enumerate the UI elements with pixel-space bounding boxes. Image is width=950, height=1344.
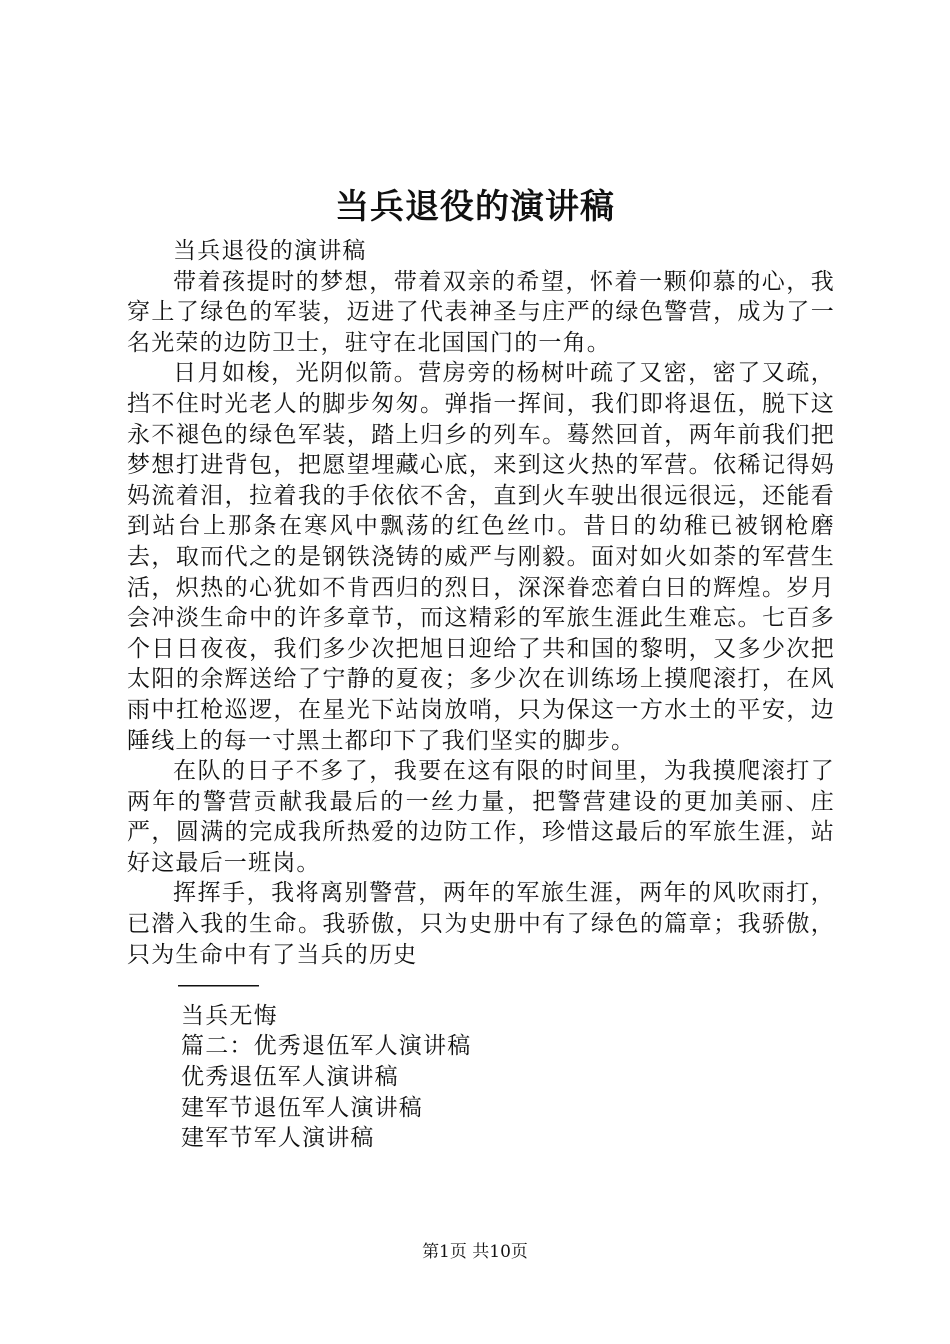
related-title: 优秀退伍军人演讲稿 bbox=[181, 1064, 399, 1091]
related-title: 篇二：优秀退伍军人演讲稿 bbox=[181, 1033, 472, 1060]
paragraph: 日月如梭，光阴似箭。营房旁的杨树叶疏了又密，密了又疏，挡不住时光老人的脚步匆匆。弹指一挥间，我们即将退伍，脱下这永不褪色的绿色军装，踏上归乡的列车。蓦然回首，两年前我们把梦想打进背包，把愿望埋藏心底，来到这火热的军营。依稀记得妈妈流着泪，拉着我的手依依不舍，直到火车驶出很远很远，还能看到站台上那条在寒风中飘荡的红色丝巾。昔日的幼稚已被钢枪磨去，取而代之的是钢铁浇铸的威严与刚毅。面对如火如荼的军营生活，炽热的心犹如不肯西归的烈日，深深眷恋着白日的辉煌。岁月会冲淡生命中的许多章节，而这精彩的军旅生涯此生难忘。七百多个日日夜夜，我们多少次把旭日迎给了共和国的黎明，又多少次把太阳的余辉送给了宁静的夏夜；多少次在训练场上摸爬滚打，在风雨中扛枪巡逻，在星光下站岗放哨，只为保这一方水土的平安，边陲线上的每一寸黑土都印下了我们坚实的脚步。 bbox=[127, 360, 835, 754]
document-title: 当兵退役的演讲稿 bbox=[335, 187, 615, 227]
dash-separator: ———— bbox=[177, 972, 257, 999]
paragraph: 在队的日子不多了，我要在这有限的时间里，为我摸爬滚打了两年的警营贡献我最后的一丝力量，把警营建设的更加美丽、庄严，圆满的完成我所热爱的边防工作，珍惜这最后的军旅生涯，站好这最后一班岗。 bbox=[127, 758, 835, 876]
related-title: 建军节军人演讲稿 bbox=[181, 1125, 375, 1152]
related-title: 建军节退伍军人演讲稿 bbox=[181, 1094, 423, 1121]
paragraph: 带着孩提时的梦想，带着双亲的希望，怀着一颗仰慕的心，我穿上了绿色的军装，迈进了代表神圣与庄严的绿色警营，成为了一名光荣的边防卫士，驻守在北国国门的一角。 bbox=[127, 268, 835, 356]
page-number-footer: 第1页 共10页 bbox=[422, 1242, 528, 1262]
related-title: 当兵无悔 bbox=[181, 1002, 278, 1029]
document-body bbox=[127, 236, 835, 1154]
subtitle: 当兵退役的演讲稿 bbox=[173, 238, 367, 264]
paragraph: 挥挥手，我将离别警营，两年的军旅生涯，两年的风吹雨打，已潜入我的生命。我骄傲，只为史册中有了绿色的篇章；我骄傲，只为生命中有了当兵的历史 bbox=[127, 880, 835, 968]
